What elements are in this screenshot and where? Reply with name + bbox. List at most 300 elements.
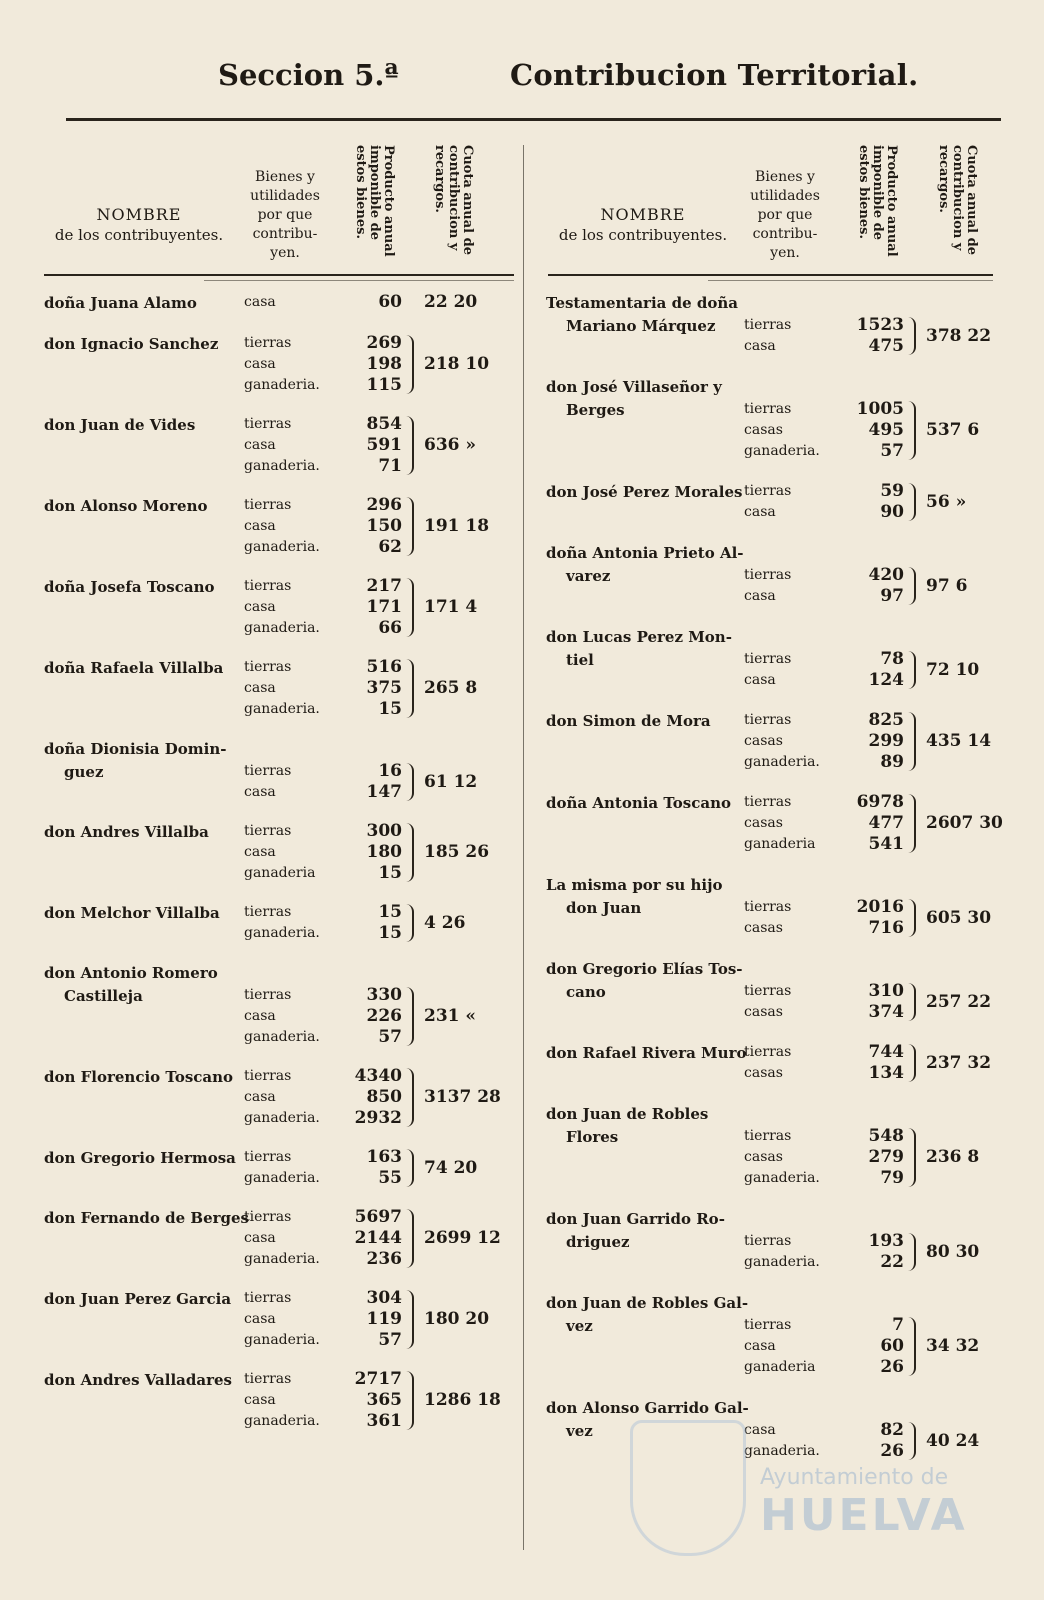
property-type: tierras: [244, 1371, 292, 1387]
header-bienes-line: Bienes y: [255, 169, 315, 185]
annual-quota: 2607 30: [926, 813, 1003, 833]
watermark: [760, 1465, 968, 1541]
annual-quota: 4 26: [424, 912, 466, 933]
annual-quota: 231 «: [424, 1006, 477, 1026]
product-values: [844, 792, 904, 855]
property-types: [244, 1207, 320, 1270]
property-type: tierras: [244, 659, 292, 675]
property-type: casa: [744, 1422, 776, 1438]
contributor-name-line: don Alonso Moreno: [44, 497, 208, 515]
product-values: [342, 1066, 402, 1129]
product-value: 198: [366, 354, 402, 374]
contributor-name-line: don Juan de Robles: [546, 1105, 709, 1123]
property-type: ganaderia.: [744, 443, 820, 459]
annual-quota: 218 10: [424, 354, 490, 374]
contributor-entry: [44, 657, 514, 720]
product-value: 4340: [354, 1066, 402, 1086]
property-types: [744, 981, 791, 1023]
contributor-name: [44, 333, 218, 356]
contributor-entry: [44, 1207, 514, 1270]
property-type: casa: [244, 437, 276, 453]
contributor-name-line: don Juan Perez Garcia: [44, 1290, 232, 1308]
property-type: tierras: [744, 483, 792, 499]
annual-quota: 636 »: [424, 435, 477, 455]
product-value: 5697: [354, 1207, 402, 1227]
product-values: [342, 1288, 402, 1351]
contributor-name-line: doña Antonia Toscano: [546, 794, 732, 812]
product-value: 57: [378, 1330, 402, 1350]
contributor-name-line: varez: [566, 567, 611, 585]
contributor-name: [44, 902, 220, 925]
contributor-name-line: Testamentaria de doña: [546, 294, 738, 312]
property-type: casa: [244, 1089, 276, 1105]
contributor-name: [44, 414, 195, 437]
property-type: casas: [744, 920, 783, 936]
annual-quota: 185 26: [424, 842, 490, 862]
product-value: 115: [366, 375, 402, 395]
brace-icon: [404, 335, 414, 394]
property-type: casas: [744, 422, 783, 438]
annual-quota: 237 32: [926, 1052, 992, 1073]
product-value: 193: [868, 1231, 904, 1251]
brace-icon: [404, 659, 414, 718]
contributor-name: [546, 710, 711, 733]
product-value: 147: [366, 782, 402, 802]
brace-icon: [906, 483, 916, 521]
product-value: 150: [366, 516, 402, 536]
product-value: 548: [868, 1126, 904, 1146]
contributor-name-line: don Lucas Perez Mon-: [546, 628, 732, 646]
contributor-name: [44, 1066, 233, 1089]
property-type: casa: [744, 504, 776, 520]
property-type: tierras: [744, 712, 792, 728]
product-value: 66: [378, 618, 402, 638]
property-type: casa: [244, 1311, 276, 1327]
property-type: ganaderia.: [244, 458, 320, 474]
annual-quota: 378 22: [926, 325, 992, 346]
product-value: 134: [868, 1063, 904, 1083]
product-value: 71: [378, 456, 402, 476]
contributor-name-line: don Alonso Garrido Gal-: [546, 1399, 749, 1417]
product-value: 59: [880, 481, 904, 501]
property-type: tierras: [244, 823, 292, 839]
brace-icon: [906, 401, 916, 460]
annual-quota: 34 32: [926, 1336, 980, 1356]
contributor-name-line: don Simon de Mora: [546, 712, 711, 730]
product-value: 304: [366, 1288, 402, 1308]
contributor-name-line: don Juan: [566, 899, 642, 917]
product-value: 420: [868, 565, 904, 585]
product-value: 60: [378, 292, 402, 312]
property-type: casa: [244, 356, 276, 372]
property-types: [244, 1288, 320, 1351]
header-name-subtitle: de los contribuyentes.: [558, 226, 728, 244]
property-type: tierras: [744, 1317, 792, 1333]
brace-icon: [906, 1317, 916, 1376]
contributor-entry: [44, 738, 514, 803]
header-bienes-line: Bienes y: [755, 169, 815, 185]
annual-quota: 74 20: [424, 1157, 478, 1178]
property-types: [244, 761, 291, 803]
product-value: 2144: [354, 1228, 402, 1248]
property-type: casa: [244, 844, 276, 860]
property-type: casas: [744, 1149, 783, 1165]
property-type: tierras: [244, 763, 292, 779]
contributor-name: [44, 962, 218, 1008]
brace-icon: [404, 904, 414, 942]
contributor-name-line: doña Dionisia Domin-: [44, 740, 227, 758]
contributor-name-line: Berges: [566, 401, 625, 419]
product-value: 374: [868, 1002, 904, 1022]
annual-quota: 236 8: [926, 1147, 980, 1167]
brace-icon: [906, 983, 916, 1021]
property-type: tierras: [744, 1044, 792, 1060]
property-type: tierras: [244, 1209, 292, 1225]
header-bienes-line: yen.: [770, 245, 800, 261]
product-value: 375: [366, 678, 402, 698]
property-type: ganaderia.: [244, 1332, 320, 1348]
header-bienes-label: [240, 168, 330, 263]
property-type: casa: [744, 588, 776, 604]
header-bienes-line: utilidades: [250, 188, 320, 204]
property-type: casa: [244, 294, 276, 310]
property-type: casa: [244, 599, 276, 615]
contributor-entry: [44, 292, 514, 315]
property-type: tierras: [744, 1233, 792, 1249]
contributor-name: [44, 738, 226, 784]
contributor-name: [546, 874, 723, 920]
contributor-name-line: doña Rafaela Villalba: [44, 659, 224, 677]
contributor-name: [546, 792, 731, 815]
annual-quota: 257 22: [926, 991, 992, 1012]
header-producto-label: Producto anual imponible de estos bienes.: [856, 145, 899, 257]
property-types: [744, 1126, 820, 1189]
property-types: [244, 821, 315, 884]
annual-quota: 97 6: [926, 575, 968, 596]
contributor-name-line: doña Antonia Prieto Al-: [546, 544, 744, 562]
brace-icon: [404, 1068, 414, 1127]
contributor-name-line: don José Perez Morales: [546, 483, 743, 501]
property-types: [244, 414, 320, 477]
product-value: 310: [868, 981, 904, 1001]
product-values: [844, 649, 904, 691]
product-value: 62: [378, 537, 402, 557]
brace-icon: [906, 1233, 916, 1271]
product-value: 82: [880, 1420, 904, 1440]
annual-quota: 537 6: [926, 420, 980, 440]
annual-quota: 435 14: [926, 731, 992, 751]
contributor-entry: [546, 958, 996, 1023]
watermark-line-1: Ayuntamiento de: [760, 1465, 949, 1490]
product-value: 55: [378, 1168, 402, 1188]
contributor-name: [546, 958, 743, 1004]
property-type: tierras: [744, 1128, 792, 1144]
contributor-name: [546, 376, 722, 422]
property-type: tierras: [744, 794, 792, 810]
header-name-label: [548, 205, 738, 245]
product-value: 119: [366, 1309, 402, 1329]
product-value: 854: [366, 414, 402, 434]
product-value: 15: [378, 863, 402, 883]
product-values: [342, 292, 402, 313]
contributor-entry: [44, 1066, 514, 1129]
contributor-entry: [44, 495, 514, 558]
property-types: [244, 495, 320, 558]
product-value: 226: [366, 1006, 402, 1026]
property-types: [744, 792, 815, 855]
product-values: [342, 657, 402, 720]
product-values: [342, 576, 402, 639]
annual-quota: 1286 18: [424, 1390, 501, 1410]
contributor-name: [546, 542, 744, 588]
brace-icon: [404, 763, 414, 801]
brace-icon: [906, 712, 916, 771]
contributor-name: [546, 292, 738, 338]
property-type: casas: [744, 815, 783, 831]
header-bienes-label: [740, 168, 830, 263]
brace-icon: [404, 416, 414, 475]
contributor-name: [44, 821, 209, 844]
property-types: [744, 710, 820, 773]
product-values: [342, 1147, 402, 1189]
property-types: [244, 902, 320, 944]
property-type: ganaderia: [244, 865, 316, 881]
contributor-name-line: doña Juana Alamo: [44, 294, 197, 312]
product-value: 57: [378, 1027, 402, 1047]
product-values: [844, 481, 904, 523]
contributor-entry: [546, 1292, 996, 1378]
header-bienes-line: contribu-: [252, 226, 318, 242]
property-type: tierras: [244, 1290, 292, 1306]
contributor-name-line: don Andres Valladares: [44, 1371, 232, 1389]
product-values: [342, 495, 402, 558]
property-types: [244, 1369, 320, 1432]
product-value: 97: [880, 586, 904, 606]
contributor-name-line: Flores: [566, 1128, 619, 1146]
contributor-name-line: driguez: [566, 1233, 630, 1251]
page-title: Contribucion Territorial.: [510, 58, 919, 92]
watermark-seal-icon: [630, 1420, 746, 1556]
product-values: [844, 1126, 904, 1189]
property-type: ganaderia.: [744, 1254, 820, 1270]
property-type: ganaderia: [744, 1359, 816, 1375]
contributor-entry: [44, 1288, 514, 1351]
annual-quota: 61 12: [424, 771, 478, 792]
brace-icon: [906, 317, 916, 355]
contributor-entry: [44, 414, 514, 477]
product-values: [844, 1231, 904, 1273]
brace-icon: [906, 1044, 916, 1082]
annual-quota: 3137 28: [424, 1087, 501, 1107]
product-values: [342, 1207, 402, 1270]
property-type: ganaderia.: [244, 925, 320, 941]
product-value: 60: [880, 1336, 904, 1356]
product-value: 2932: [354, 1108, 402, 1128]
contributor-name-line: vez: [566, 1317, 593, 1335]
product-value: 1523: [856, 315, 904, 335]
product-value: 361: [366, 1411, 402, 1431]
property-type: casa: [244, 1392, 276, 1408]
property-type: tierras: [244, 578, 292, 594]
property-type: casa: [744, 672, 776, 688]
product-values: [844, 315, 904, 357]
property-types: [244, 657, 320, 720]
product-values: [844, 1315, 904, 1378]
contributor-name: [44, 1207, 249, 1230]
header-bienes-line: yen.: [270, 245, 300, 261]
watermark-line-2: HUELVA: [760, 1490, 968, 1541]
product-value: 124: [868, 670, 904, 690]
property-types: [244, 985, 320, 1048]
contributor-entry: [546, 710, 996, 773]
product-values: [342, 985, 402, 1048]
header-name-title: NOMBRE: [96, 205, 182, 224]
product-values: [844, 1042, 904, 1084]
property-types: [744, 1042, 791, 1084]
product-value: 850: [366, 1087, 402, 1107]
contributor-name-line: Mariano Márquez: [566, 317, 716, 335]
property-type: ganaderia.: [244, 701, 320, 717]
property-type: ganaderia.: [744, 754, 820, 770]
contributor-name-line: cano: [566, 983, 606, 1001]
contributor-name-line: La misma por su hijo: [546, 876, 723, 894]
brace-icon: [906, 1422, 916, 1460]
contributor-name: [44, 495, 208, 518]
contributor-entry: [546, 1208, 996, 1273]
contributor-entry: [546, 1042, 996, 1084]
contributor-entry: [546, 626, 996, 691]
product-value: 475: [868, 336, 904, 356]
property-types: [744, 315, 791, 357]
property-type: ganaderia.: [244, 1170, 320, 1186]
product-value: 825: [868, 710, 904, 730]
contributor-name-line: doña Josefa Toscano: [44, 578, 215, 596]
property-type: casas: [744, 1004, 783, 1020]
product-value: 89: [880, 752, 904, 772]
contributor-name-line: guez: [64, 763, 104, 781]
product-value: 300: [366, 821, 402, 841]
header-name-subtitle: de los contribuyentes.: [54, 226, 224, 244]
property-type: ganaderia.: [744, 1170, 820, 1186]
brace-icon: [906, 794, 916, 853]
header-name-title: NOMBRE: [600, 205, 686, 224]
contributor-name: [546, 1292, 748, 1338]
annual-quota: 605 30: [926, 907, 992, 928]
property-type: casas: [744, 1065, 783, 1081]
product-value: 477: [868, 813, 904, 833]
property-types: [244, 576, 320, 639]
product-values: [342, 333, 402, 396]
annual-quota: 265 8: [424, 678, 478, 698]
product-value: 57: [880, 441, 904, 461]
property-types: [744, 481, 791, 523]
contributor-entry: [44, 1147, 514, 1189]
top-rule: [66, 118, 1001, 121]
product-values: [844, 565, 904, 607]
product-value: 296: [366, 495, 402, 515]
contributor-name-line: don Gregorio Hermosa: [44, 1149, 236, 1167]
brace-icon: [906, 567, 916, 605]
contributor-name: [44, 657, 223, 680]
brace-icon: [906, 651, 916, 689]
property-type: tierras: [244, 904, 292, 920]
property-type: casa: [244, 680, 276, 696]
contributor-name-line: don Juan Garrido Ro-: [546, 1210, 725, 1228]
product-values: [342, 821, 402, 884]
property-type: casa: [244, 518, 276, 534]
product-values: [844, 710, 904, 773]
property-types: [244, 333, 320, 396]
product-value: 163: [366, 1147, 402, 1167]
property-type: ganaderia.: [744, 1443, 820, 1459]
brace-icon: [404, 1371, 414, 1430]
product-value: 79: [880, 1168, 904, 1188]
contributor-name: [44, 1288, 231, 1311]
header-name-label: [44, 205, 234, 245]
product-values: [844, 1420, 904, 1462]
brace-icon: [404, 497, 414, 556]
page-header: [0, 58, 1044, 98]
property-type: tierras: [744, 651, 792, 667]
contributor-name: [546, 626, 732, 672]
property-type: casa: [744, 1338, 776, 1354]
column-divider: [523, 145, 524, 1550]
contributor-entry: [44, 902, 514, 944]
contributor-entry: [44, 333, 514, 396]
contributor-entry: [546, 542, 996, 607]
product-value: 2016: [856, 897, 904, 917]
contributor-name: [44, 292, 197, 315]
section-number: Seccion 5.ª: [218, 58, 399, 92]
contributor-name: [44, 1147, 236, 1170]
property-types: [744, 1315, 815, 1378]
brace-icon: [906, 899, 916, 937]
property-type: tierras: [744, 317, 792, 333]
contributor-entry: [546, 1103, 996, 1189]
property-type: tierras: [744, 899, 792, 915]
product-value: 78: [880, 649, 904, 669]
property-types: [744, 565, 791, 607]
contributor-entry: [546, 292, 996, 357]
header-bienes-line: por que: [257, 207, 313, 223]
product-value: 279: [868, 1147, 904, 1167]
property-type: tierras: [744, 567, 792, 583]
contributor-name-line: don Ignacio Sanchez: [44, 335, 219, 353]
annual-quota: 171 4: [424, 597, 478, 617]
product-values: [342, 902, 402, 944]
contributor-name-line: vez: [566, 1422, 593, 1440]
contributor-name-line: don Fernando de Berges: [44, 1209, 249, 1227]
product-value: 16: [378, 761, 402, 781]
property-type: ganaderia.: [244, 620, 320, 636]
contributor-entry: [546, 1397, 996, 1462]
annual-quota: 72 10: [926, 659, 980, 680]
property-type: ganaderia.: [244, 1413, 320, 1429]
contributor-entry: [44, 821, 514, 884]
header-bienes-line: utilidades: [750, 188, 820, 204]
contributor-name-line: don Juan de Vides: [44, 416, 196, 434]
header-bienes-line: por que: [757, 207, 813, 223]
contributor-name: [546, 1042, 746, 1065]
product-value: 541: [868, 834, 904, 854]
property-type: tierras: [244, 987, 292, 1003]
contributor-entry: [546, 376, 996, 462]
header-bienes-line: contribu-: [752, 226, 818, 242]
property-types: [744, 897, 791, 939]
brace-icon: [404, 823, 414, 882]
product-value: 26: [880, 1357, 904, 1377]
brace-icon: [404, 1290, 414, 1349]
